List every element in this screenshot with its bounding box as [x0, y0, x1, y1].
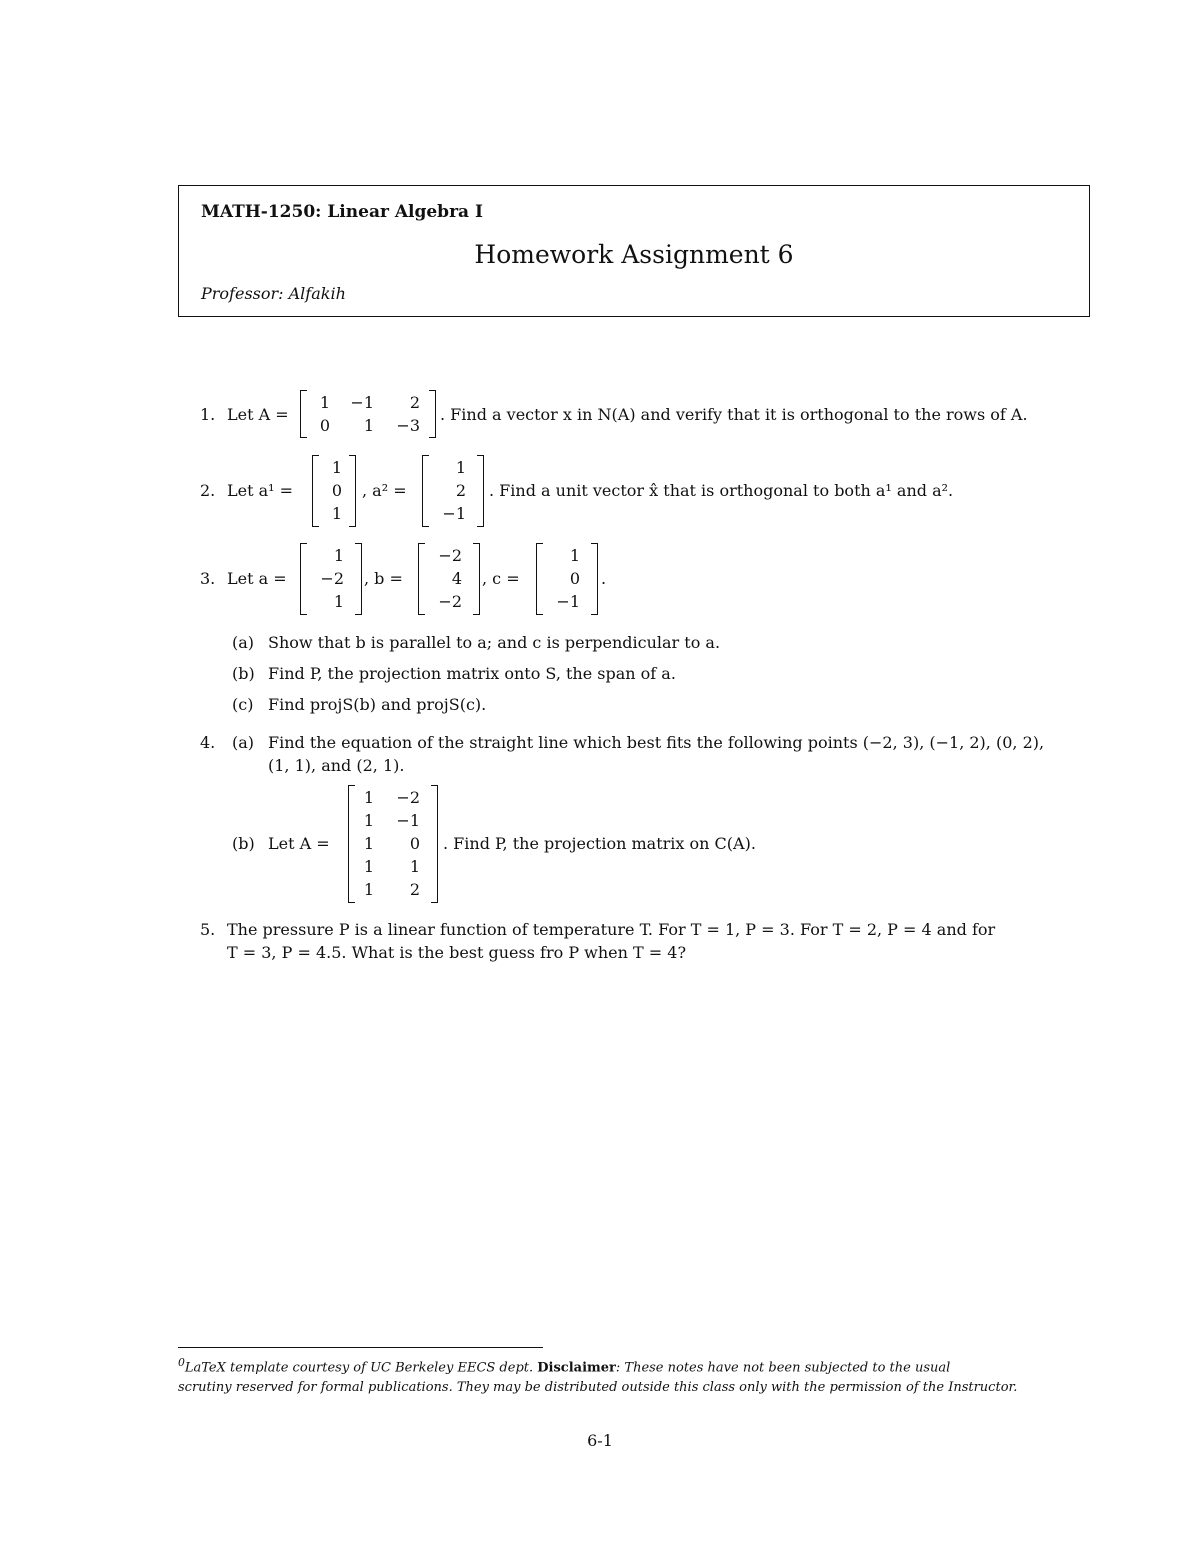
matrix-cell: 0 [409, 834, 420, 853]
vector-cell: 2 [455, 481, 466, 500]
problem-3b-label: (b) [232, 664, 255, 683]
assignment-title: Homework Assignment 6 [474, 240, 794, 269]
problem-3b-text: Find P, the projection matrix onto S, the span of a. [268, 664, 676, 683]
vector-cell: −2 [438, 546, 462, 565]
problem-3-lead-c: , c = [482, 569, 520, 588]
problem-4-number: 4. [200, 733, 216, 752]
problem-1-matrix [300, 390, 436, 438]
problem-3-number: 3. [200, 569, 216, 588]
vector-cell: 4 [451, 569, 462, 588]
matrix-cell: −2 [396, 788, 420, 807]
footnote [178, 1353, 1095, 1398]
vector-cell: 1 [569, 546, 580, 565]
footnote-rest-line-1: : These notes have not been subjected to the usual [615, 1360, 951, 1376]
problem-4a-line-2: (1, 1), and (2, 1). [268, 756, 405, 775]
problem-3c-label: (c) [232, 695, 254, 714]
matrix-cell: 1 [363, 811, 374, 830]
matrix-cell: −1 [396, 811, 420, 830]
footnote-lead: LaTeX template courtesy of UC Berkeley EECS dept. [184, 1360, 534, 1376]
problem-3-lead: Let a = [227, 569, 287, 588]
problem-2-text: . Find a unit vector x̂ that is orthogonal to both a¹ and a². [489, 481, 954, 500]
header-box [178, 185, 1090, 317]
problem-3a-text: Show that b is parallel to a; and c is perpendicular to a. [268, 633, 721, 652]
problem-2-lead: Let a¹ = [227, 481, 294, 500]
vector-cell: 1 [331, 504, 342, 523]
vector-cell: 0 [331, 481, 342, 500]
problem-4a-label: (a) [232, 733, 255, 752]
matrix-cell: −3 [396, 416, 420, 435]
problem-3a-label: (a) [232, 633, 255, 652]
matrix-cell: 1 [363, 788, 374, 807]
problem-2-number: 2. [200, 481, 216, 500]
problem-1-number: 1. [200, 405, 216, 424]
problem-4b-lead: Let A = [268, 834, 330, 853]
matrix-cell: 2 [409, 880, 420, 899]
matrix-cell: 1 [363, 857, 374, 876]
vector-cell: −2 [438, 592, 462, 611]
vector-cell: −1 [556, 592, 580, 611]
vector-cell: 1 [455, 458, 466, 477]
matrix-cell: −1 [350, 393, 374, 412]
page-number: 6-1 [587, 1431, 613, 1450]
problem-2-vector-a1 [312, 455, 356, 527]
footnote-marker: 0 [178, 1356, 185, 1369]
matrix-cell: 2 [409, 393, 420, 412]
problem-3c-text: Find projS(b) and projS(c). [268, 695, 487, 714]
matrix-cell: 0 [319, 416, 330, 435]
problem-4a-line-1: Find the equation of the straight line which best fits the following points (−2, 3), (−1, 2), (0, 2), [268, 733, 1045, 752]
matrix-cell: 1 [409, 857, 420, 876]
vector-cell: 1 [331, 458, 342, 477]
vector-cell: −2 [320, 569, 344, 588]
vector-cell: −1 [442, 504, 466, 523]
matrix-cell: 1 [363, 834, 374, 853]
matrix-cell: 1 [319, 393, 330, 412]
problem-4b-text: . Find P, the projection matrix on C(A). [443, 834, 756, 853]
matrix-cell: 1 [363, 880, 374, 899]
problem-3-end: . [601, 569, 607, 588]
footnote-rule [178, 1347, 543, 1348]
problem-3-vector-c [536, 543, 598, 615]
problem-3-lead-b: , b = [364, 569, 403, 588]
footnote-line-2: scrutiny reserved for formal publications. They may be distributed outside this class only with the permission of the Instructor. [178, 1380, 1018, 1396]
problem-5-number: 5. [200, 920, 216, 939]
problem-5-line-2: T = 3, P = 4.5. What is the best guess fro P when T = 4? [227, 943, 687, 962]
footnote-disclaimer-label: Disclaimer [537, 1360, 616, 1376]
matrix-cell: 1 [363, 416, 374, 435]
problem-3-vector-a [300, 543, 362, 615]
problem-2-vector-a2 [422, 455, 484, 527]
problem-4b-label: (b) [232, 834, 255, 853]
problem-2-lead-2: , a² = [362, 481, 407, 500]
vector-cell: 1 [333, 546, 344, 565]
vector-cell: 0 [569, 569, 580, 588]
problem-1-text: . Find a vector x in N(A) and verify that it is orthogonal to the rows of A. [440, 405, 1028, 424]
course-title: MATH-1250: Linear Algebra I [201, 202, 483, 222]
problem-3-vector-b [418, 543, 480, 615]
vector-cell: 1 [333, 592, 344, 611]
problem-4-matrix [348, 785, 438, 903]
professor-name: Professor: Alfakih [201, 284, 346, 303]
problem-5-line-1: The pressure P is a linear function of temperature T. For T = 1, P = 3. For T = 2, P = 4 and for [227, 920, 996, 939]
problem-1-lead: Let A = [227, 405, 289, 424]
